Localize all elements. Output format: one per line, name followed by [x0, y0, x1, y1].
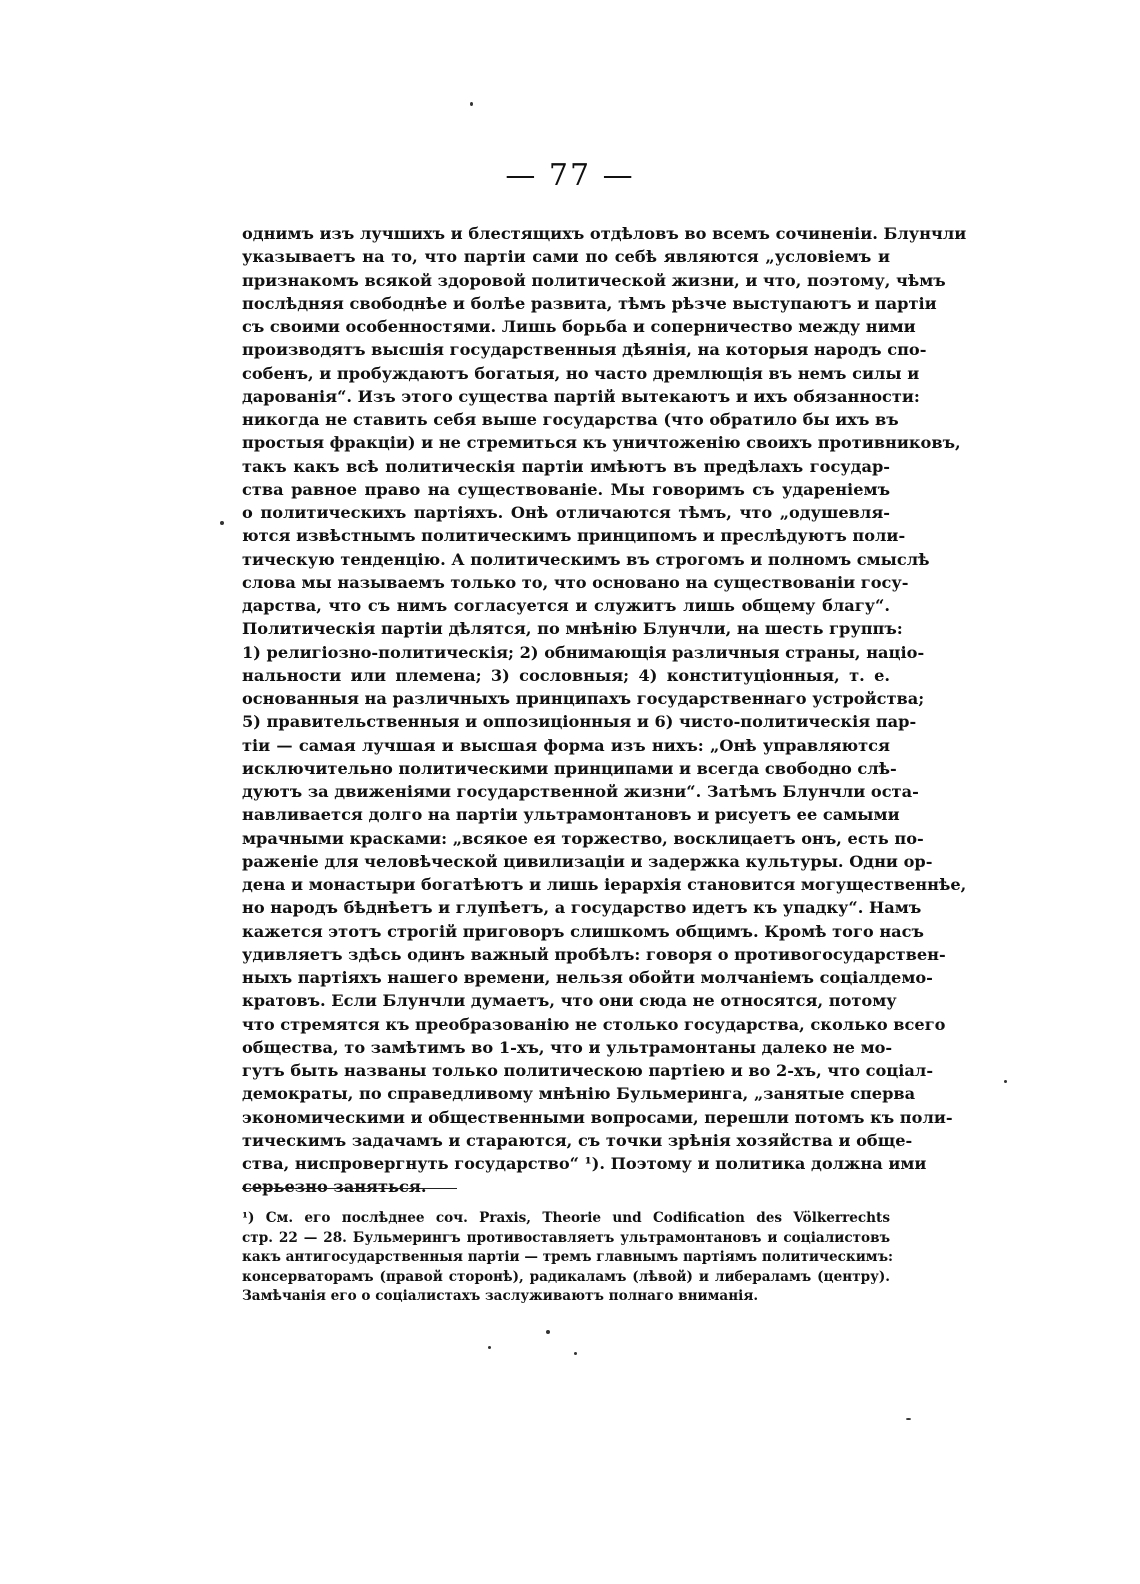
- body-text: [242, 222, 967, 1199]
- body-line: о политическихъ партіяхъ. Онѣ отличаются тѣмъ, что „одушевля-: [242, 503, 890, 522]
- body-line: дарованія“. Изъ этого существа партій вытекаютъ и ихъ обязанности:: [242, 386, 920, 406]
- footnote-line: ¹) См. его послѣднее соч. Praxis, Theorie und Codification des Völkerrechts: [242, 1210, 890, 1226]
- body-line: ныхъ партіяхъ нашего времени, нельзя обойти молчаніемъ соціалдемо-: [242, 968, 933, 987]
- body-line: навливается долго на партіи ультрамонтановъ и рисуетъ ее самыми: [242, 805, 900, 825]
- body-line: экономическими и общественными вопросами, перешли потомъ къ поли-: [242, 1107, 953, 1127]
- body-line: послѣдняя свободнѣе и болѣе развита, тѣмъ рѣзче выступаютъ и партіи: [242, 293, 937, 313]
- body-line: 1) религіозно-политическія; 2) обнимающія различныя страны, націо-: [242, 642, 925, 662]
- body-line: производятъ высшія государственныя дѣянія, на которыя народъ спо-: [242, 340, 927, 360]
- body-line: собенъ, и пробуждаютъ богатыя, но часто дремлющія въ немъ силы и: [242, 363, 920, 383]
- body-line: кратовъ. Если Блунчли думаетъ, что они сюда не относятся, потому: [242, 991, 897, 1011]
- body-line: дуютъ за движеніями государственной жизни“. Затѣмъ Блунчли оста-: [242, 782, 919, 801]
- body-line: такъ какъ всѣ политическія партіи имѣютъ въ предѣлахъ государ-: [242, 456, 890, 476]
- scan-speck: [1004, 1080, 1007, 1083]
- body-line: тическую тенденцію. А политическимъ въ строгомъ и полномъ смыслѣ: [242, 549, 930, 569]
- scan-speck: [906, 1418, 911, 1420]
- body-line: съ своими особенностями. Лишь борьба и соперничество между ними: [242, 317, 916, 336]
- body-line: простыя фракціи) и не стремиться къ уничтоженію своихъ противниковъ,: [242, 433, 961, 453]
- body-line: что стремятся къ преобразованію не столько государства, сколько всего: [242, 1014, 946, 1034]
- body-line: серьезно заняться.: [242, 1177, 427, 1197]
- footnote-line: Замѣчанія его о соціалистахъ заслуживаютъ полнаго вниманія.: [242, 1288, 759, 1305]
- body-line: тіи — самая лучшая и высшая форма изъ нихъ: „Онѣ управляются: [242, 735, 890, 755]
- footnote-rule: [242, 1188, 457, 1189]
- body-line: удивляетъ здѣсь одинъ важный пробѣлъ: говоря о противогосударствен-: [242, 944, 946, 964]
- body-line: нальности или племена; 3) сословныя; 4) конституціонныя, т. е.: [242, 665, 890, 685]
- scan-speck: [488, 1346, 491, 1349]
- body-line: раженіе для человѣческой цивилизаціи и задержка культуры. Одни ор-: [242, 851, 933, 871]
- scan-speck: [220, 521, 224, 525]
- body-line: но народъ бѣднѣетъ и глупѣетъ, а государство идетъ къ упадку“. Намъ: [242, 898, 922, 918]
- body-line: тическимъ задачамъ и стараются, съ точки зрѣнія хозяйства и обще-: [242, 1130, 913, 1150]
- body-line: однимъ изъ лучшихъ и блестящихъ отдѣловъ во всемъ сочиненіи. Блунчли: [242, 224, 967, 243]
- scan-speck: [574, 1352, 577, 1355]
- body-line: указываетъ на то, что партіи сами по себѣ являются „условіемъ и: [242, 247, 890, 267]
- body-line: слова мы называемъ только то, что основано на существованіи госу-: [242, 572, 909, 592]
- body-line: демократы, по справедливому мнѣнію Бульмеринга, „занятые сперва: [242, 1084, 916, 1104]
- body-line: Политическія партіи дѣлятся, по мнѣнію Блунчли, на шесть группъ:: [242, 619, 903, 639]
- footnote: [242, 1209, 894, 1307]
- body-line: гутъ быть названы только политическою партіею и во 2-хъ, что соціал-: [242, 1061, 934, 1080]
- footnote-line: консерваторамъ (правой сторонѣ), радикаламъ (лѣвой) и либераламъ (центру).: [242, 1268, 890, 1285]
- body-line: ства равное право на существованіе. Мы говоримъ съ удареніемъ: [242, 479, 890, 499]
- body-line: ства, ниспровергнуть государство“ ¹). Поэтому и политика должна ими: [242, 1154, 927, 1173]
- body-line: кажется этотъ строгій приговоръ слишкомъ общимъ. Кромѣ того насъ: [242, 921, 924, 941]
- body-line: мрачными красками: „всякое ея торжество, восклицаетъ онъ, есть по-: [242, 828, 924, 848]
- body-line: признакомъ всякой здоровой политической жизни, и что, поэтому, чѣмъ: [242, 270, 946, 290]
- body-line: дена и монастыри богатѣютъ и лишь іерархія становится могущественнѣе,: [242, 875, 967, 894]
- body-line: исключительно политическими принципами и всегда свободно слѣ-: [242, 758, 897, 778]
- body-line: 5) правительственныя и оппозиціонныя и 6) чисто-политическія пар-: [242, 712, 917, 732]
- body-line: основанныя на различныхъ принципахъ государственнаго устройства;: [242, 689, 925, 708]
- body-line: ются извѣстнымъ политическимъ принципомъ и преслѣдуютъ поли-: [242, 526, 906, 546]
- body-line: дарства, что съ нимъ согласуется и служитъ лишь общему благу“.: [242, 596, 890, 615]
- footnote-line: какъ антигосударственныя партіи — тремъ главнымъ партіямъ политическимъ:: [242, 1249, 894, 1266]
- page-number: — 77 —: [505, 158, 635, 193]
- body-line: никогда не ставить себя выше государства (что обратило бы ихъ въ: [242, 410, 899, 429]
- scan-speck: [546, 1330, 550, 1334]
- body-line: общества, то замѣтимъ во 1-хъ, что и ультрамонтаны далеко не мо-: [242, 1037, 893, 1057]
- footnote-line: стр. 22 — 28. Бульмерингъ противоставляетъ ультрамонтановъ и соціалистовъ: [242, 1229, 890, 1246]
- scan-speck: [470, 102, 473, 106]
